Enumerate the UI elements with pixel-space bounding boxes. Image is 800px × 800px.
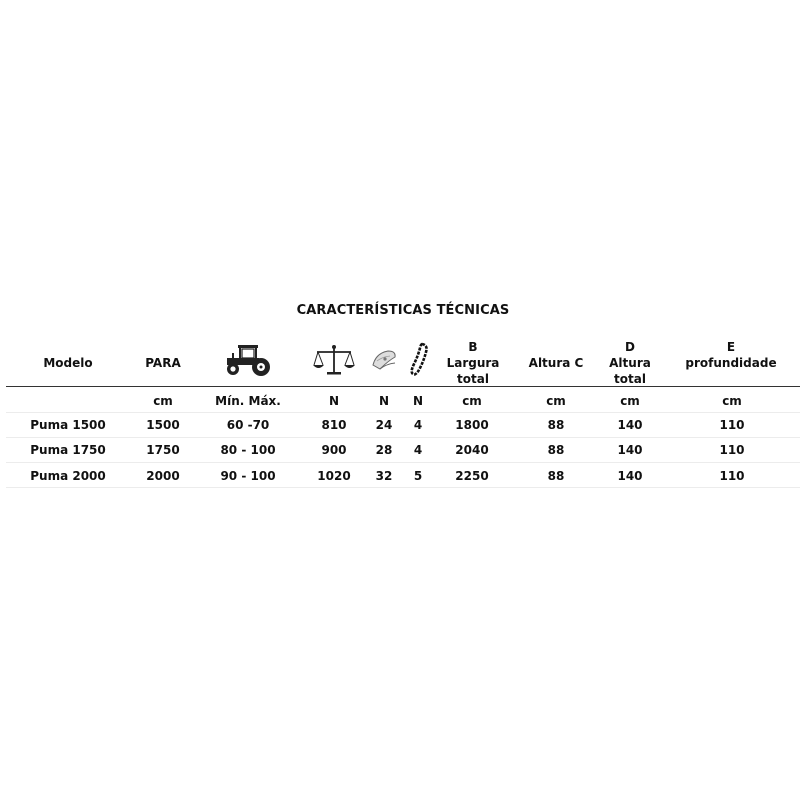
unit-profundidade: cm	[722, 394, 742, 408]
row-separator	[6, 412, 800, 413]
cell-largura: 1800	[455, 418, 489, 432]
tractor-icon	[224, 343, 272, 381]
cell-largura: 2250	[455, 469, 489, 483]
row-separator	[6, 462, 800, 463]
unit-largura: cm	[462, 394, 482, 408]
unit-para: cm	[153, 394, 173, 408]
cell-largura: 2040	[455, 443, 489, 457]
header-divider	[6, 386, 800, 387]
cell-weight: 1020	[317, 469, 351, 483]
cell-profundidade: 110	[719, 469, 745, 483]
unit-altura-c: cm	[546, 394, 566, 408]
cell-altura-c: 88	[547, 443, 565, 457]
cell-profundidade: 110	[719, 418, 745, 432]
cell-para: 1750	[146, 443, 180, 457]
unit-altura-total: cm	[620, 394, 640, 408]
unit-weight: N	[328, 394, 340, 408]
chain-icon	[410, 342, 430, 382]
cell-blades: 24	[375, 418, 393, 432]
header-d-letter: D	[625, 340, 635, 354]
cell-chain: 4	[413, 418, 423, 432]
cell-altura-c: 88	[547, 418, 565, 432]
row-separator	[6, 437, 800, 438]
cell-profundidade: 110	[719, 443, 745, 457]
cell-tractor: 90 - 100	[220, 469, 276, 483]
cell-weight: 900	[321, 443, 347, 457]
cell-altura-total: 140	[617, 443, 643, 457]
cell-tractor: 60 -70	[226, 418, 270, 432]
cell-altura-c: 88	[547, 469, 565, 483]
cell-blades: 32	[375, 469, 393, 483]
cell-weight: 810	[321, 418, 347, 432]
cell-altura-total: 140	[617, 469, 643, 483]
header-e-label: profundidade	[685, 356, 777, 370]
header-d-label-2: total	[614, 372, 646, 386]
cell-modelo: Puma 2000	[30, 469, 106, 483]
header-largura	[440, 339, 506, 387]
header-e-letter: E	[726, 340, 736, 354]
cell-tractor: 80 - 100	[220, 443, 276, 457]
cell-para: 2000	[146, 469, 180, 483]
header-b-label-2: total	[457, 372, 489, 386]
unit-chain: N	[412, 394, 424, 408]
scale-icon	[313, 344, 355, 380]
header-b-letter: B	[468, 340, 478, 354]
header-altura-total	[600, 339, 660, 387]
cell-chain: 5	[413, 469, 423, 483]
header-para: PARA	[145, 356, 181, 370]
cell-altura-total: 140	[617, 418, 643, 432]
table-title: CARACTERÍSTICAS TÉCNICAS	[296, 303, 510, 318]
blade-icon	[370, 347, 400, 377]
cell-modelo: Puma 1500	[30, 418, 106, 432]
row-separator	[6, 487, 800, 488]
header-modelo: Modelo	[43, 356, 93, 370]
header-profundidade	[680, 339, 782, 371]
cell-chain: 4	[413, 443, 423, 457]
header-d-label-1: Altura	[609, 356, 651, 370]
cell-modelo: Puma 1750	[30, 443, 106, 457]
header-b-label-1: Largura	[446, 356, 500, 370]
header-altura-c: Altura C	[528, 356, 584, 370]
cell-blades: 28	[375, 443, 393, 457]
cell-para: 1500	[146, 418, 180, 432]
unit-blades: N	[378, 394, 390, 408]
unit-tractor: Mín. Máx.	[215, 394, 281, 408]
